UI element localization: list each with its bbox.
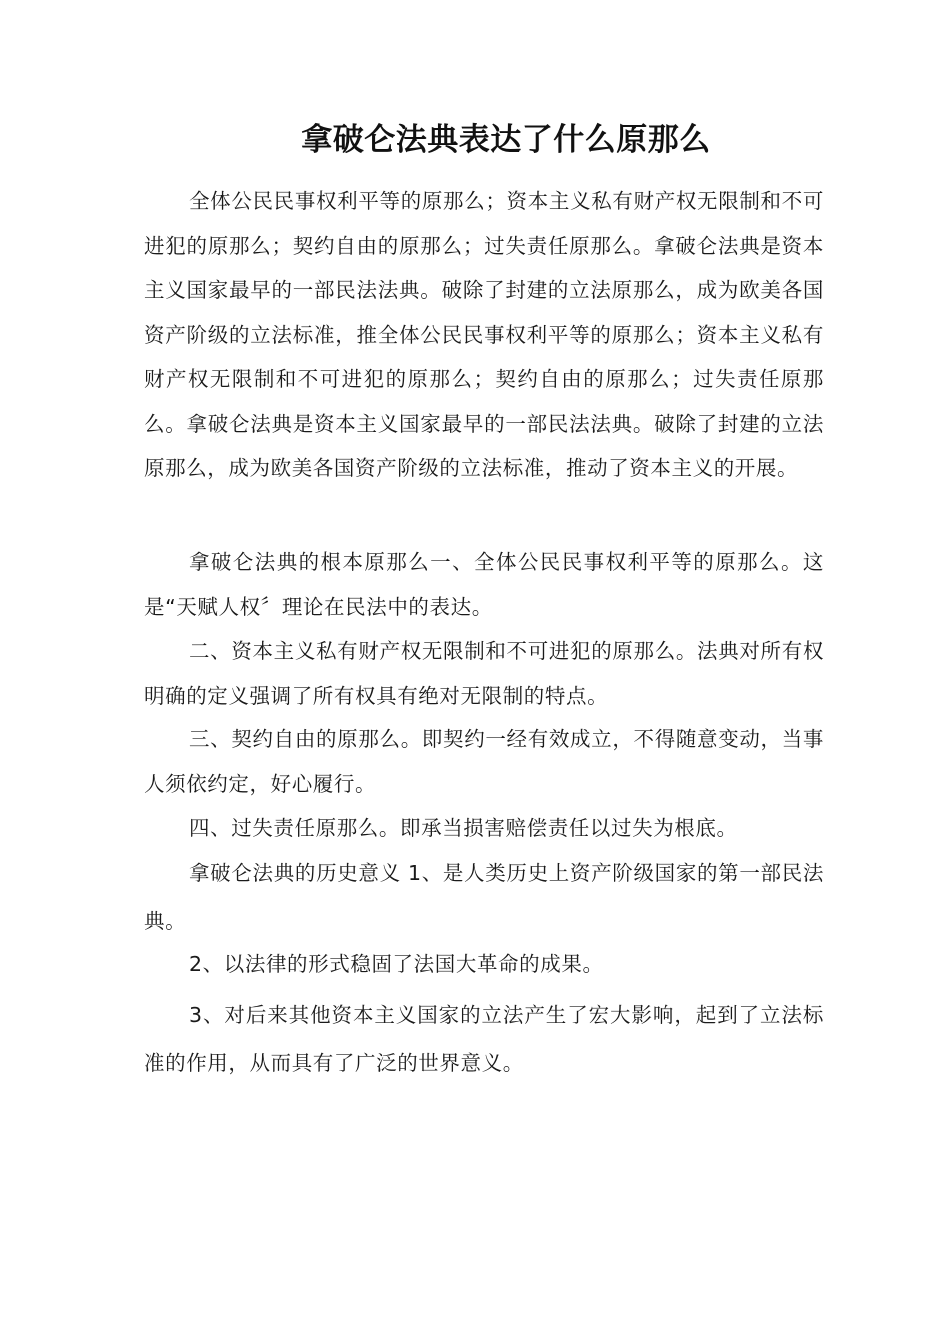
paragraph-basic-principle-1: 拿破仑法典的根本原那么一、全体公民民事权利平等的原那么。这是“天赋人权〞理论在民法中的表达。	[144, 550, 824, 619]
paragraph-principles-overview: 全体公民民事权利平等的原那么；资本主义私有财产权无限制和不可进犯的原那么；契约自由的原那么；过失责任原那么。拿破仑法典是资本主义国家最早的一部民法法典。破除了封建的立法原那么，成为欧美各国资产阶级的立法标准，推全体公民民事权利平等的原那么；资本主义私有财产权无限制和不可进犯的原那么；契约自由的原那么；过失责任原那么。拿破仑法典是资本主义国家最早的一部民法法典。破除了封建的立法原那么，成为欧美各国资产阶级的立法标准，推动了资本主义的开展。	[144, 189, 824, 480]
paragraph-basic-principle-2: 二、资本主义私有财产权无限制和不可进犯的原那么。法典对所有权明确的定义强调了所有权具有绝对无限制的特点。	[144, 639, 824, 708]
paragraph-significance-3: 3、对后来其他资本主义国家的立法产生了宏大影响，起到了立法标准的作用，从而具有了广泛的世界意义。	[144, 1003, 824, 1075]
paragraph-basic-principle-3: 三、契约自由的原那么。即契约一经有效成立，不得随意变动，当事人须依约定，好心履行。	[144, 727, 824, 796]
paragraph-significance-1: 拿破仑法典的历史意义 1、是人类历史上资产阶级国家的第一部民法典。	[144, 861, 824, 933]
paragraph-significance-2: 2、以法律的形式稳固了法国大革命的成果。	[189, 952, 604, 976]
paragraph-basic-principle-4: 四、过失责任原那么。即承当损害赔偿责任以过失为根底。	[189, 816, 738, 840]
document-title: 拿破仑法典表达了什么原那么	[301, 122, 711, 158]
